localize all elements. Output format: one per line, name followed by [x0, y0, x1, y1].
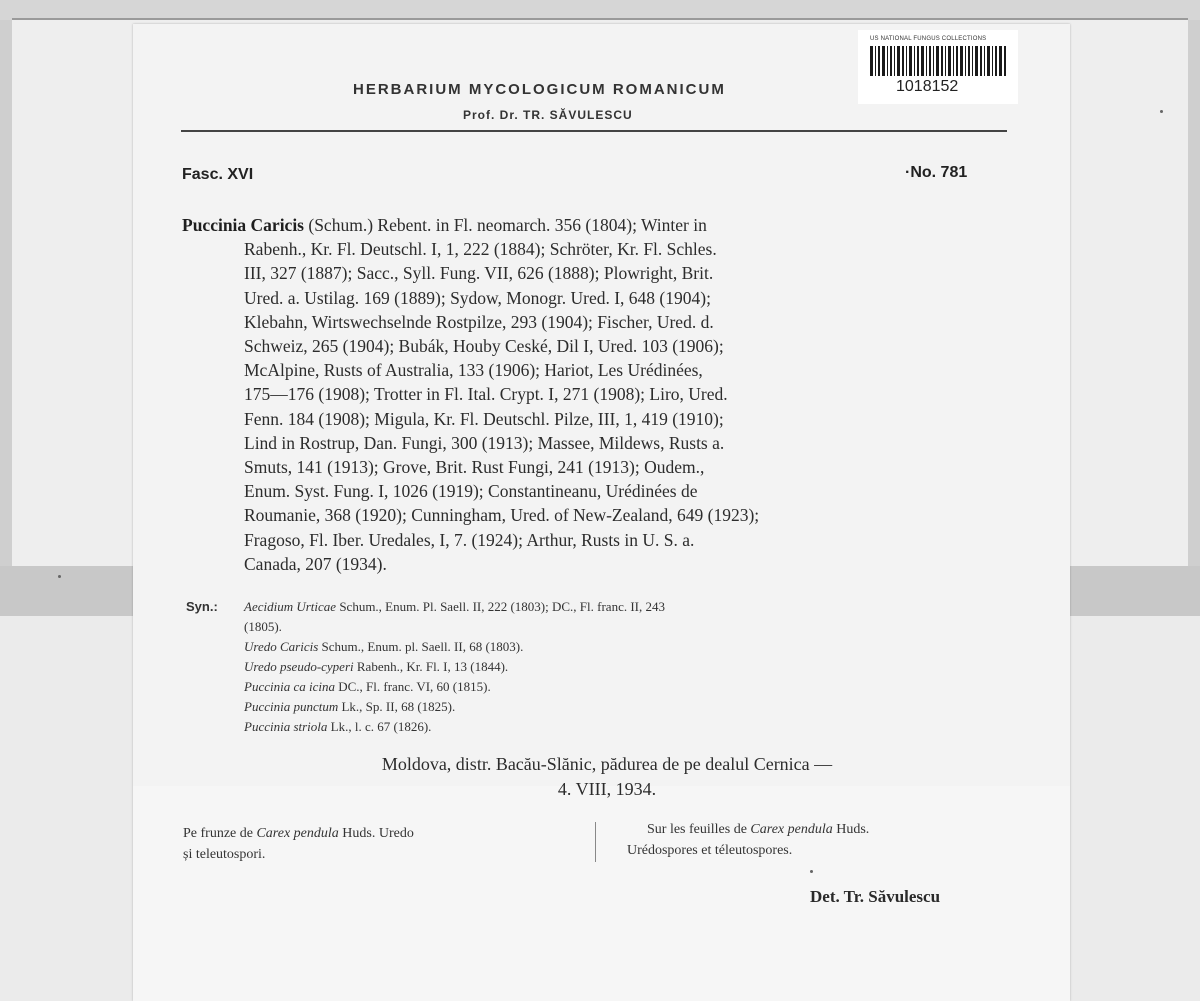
citation-line: Fenn. 184 (1908); Migula, Kr. Fl. Deutschl. Pilze, III, 1, 419 (1910); [244, 408, 724, 429]
synonym-citation: Lk., l. c. 67 (1826). [327, 719, 432, 734]
host-french [627, 819, 869, 861]
citation-line: Lind in Rostrup, Dan. Fungi, 300 (1913); Massee, Mildews, Rusts a. [244, 432, 725, 453]
citation-line: McAlpine, Rusts of Australia, 133 (1906); Hariot, Les Urédinées, [244, 360, 703, 381]
synonym-line [186, 677, 1016, 697]
host-fr-line [627, 819, 869, 840]
synonym-citation: Lk., Sp. II, 68 (1825). [338, 699, 456, 714]
locality-date: 4. VIII, 1934. [557, 779, 657, 799]
header-divider [181, 130, 1007, 132]
herbarium-title: HERBARIUM MYCOLOGICUM ROMANICUM [353, 81, 726, 98]
host-fr-name: Carex pendula [750, 822, 833, 837]
synonym-name: Puccinia striola [244, 719, 328, 734]
barcode-icon [870, 46, 1006, 76]
citation-line: Schweiz, 265 (1904); Bubák, Houby Ceské, Dil I, Ured. 103 (1906); [244, 336, 724, 357]
host-ro-line [183, 823, 414, 844]
fascicle-label: Fasc. XVI [182, 166, 254, 183]
background-top [0, 0, 1200, 20]
synonym-line [186, 637, 1016, 657]
host-fr-pre: Sur les feuilles de [647, 822, 751, 837]
citation-line [182, 213, 1008, 237]
host-fr-post: Huds. [832, 822, 870, 837]
barcode-sticker [858, 30, 1018, 104]
speck [810, 870, 813, 873]
citation-line: Fragoso, Fl. Iber. Uredales, I, 7. (1924); Arthur, Rusts in U. S. a. [244, 529, 695, 550]
synonym-name: Aecidium Urticae [244, 599, 337, 614]
speck [1160, 110, 1163, 113]
host-ro-post: Huds. Uredo [338, 826, 414, 841]
synonym-line [186, 697, 1016, 717]
synonym-line [186, 717, 1016, 737]
barcode-number: 1018152 [896, 78, 959, 95]
synonym-name: Uredo Caricis [244, 639, 319, 654]
synonym-name: Uredo pseudo-cyperi [244, 659, 354, 674]
host-romanian [183, 823, 414, 865]
host-ro-name: Carex pendula [256, 826, 339, 841]
citation-line: Canada, 207 (1934). [244, 553, 387, 574]
citation-line: Smuts, 141 (1913); Grove, Brit. Rust Fungi, 241 (1913); Oudem., [244, 457, 705, 478]
citation-line: Enum. Syst. Fung. I, 1026 (1919); Constantineanu, Urédinées de [244, 481, 698, 502]
citation-line: Rabenh., Kr. Fl. Deutschl. I, 1, 222 (1884); Schröter, Kr. Fl. Schles. [244, 239, 717, 260]
specimen-number: ·No. 781 [905, 164, 968, 181]
locality-place: Moldova, distr. Bacău-Slănic, pădurea de pe dealul Cernica — [381, 754, 833, 774]
citation-line: 175—176 (1908); Trotter in Fl. Ital. Crypt. I, 271 (1908); Liro, Ured. [244, 384, 728, 405]
synonym-name: Puccinia ca icina [244, 679, 335, 694]
synonym-citation: Schum., Enum. pl. Saell. II, 68 (1803). [318, 639, 524, 654]
synonym-citation: Schum., Enum. Pl. Saell. II, 222 (1803); DC., Fl. franc. II, 243 [336, 599, 665, 614]
species-name: Puccinia Caricis [182, 215, 304, 235]
herbarium-subtitle: Prof. Dr. TR. SĂVULESCU [463, 108, 633, 122]
synonym-citation: DC., Fl. franc. VI, 60 (1815). [334, 679, 491, 694]
locality [182, 752, 1032, 802]
determiner: Det. Tr. Săvulescu [810, 887, 941, 906]
citation-line: Ured. a. Ustilag. 169 (1889); Sydow, Monogr. Ured. I, 648 (1904); [244, 287, 711, 308]
synonym-name: Puccinia punctum [244, 699, 339, 714]
host-ro-line2: și teleutospori. [183, 847, 266, 862]
host-ro-pre: Pe frunze de [183, 826, 257, 841]
citation-line: Roumanie, 368 (1920); Cunningham, Ured. of New-Zealand, 649 (1923); [244, 505, 760, 526]
synonym-citation: Rabenh., Kr. Fl. I, 13 (1844). [353, 659, 509, 674]
synonyms-block [186, 597, 1016, 737]
barcode-institution: US NATIONAL FUNGUS COLLECTIONS [870, 36, 987, 42]
synonym-line [186, 617, 1016, 637]
synonym-line [186, 597, 1016, 617]
synonym-citation: (1805). [244, 619, 282, 634]
speck [58, 575, 61, 578]
host-divider [595, 822, 596, 862]
species-citation [182, 213, 1008, 576]
citation-line: Klebahn, Wirtswechselnde Rostpilze, 293 (1904); Fischer, Ured. d. [244, 311, 714, 332]
synonyms-label: Syn.: [186, 599, 218, 614]
citation-line-rest: (Schum.) Rebent. in Fl. neomarch. 356 (1804); Winter in [304, 215, 707, 235]
synonym-line [186, 657, 1016, 677]
citation-line: III, 327 (1887); Sacc., Syll. Fung. VII, 626 (1888); Plowright, Brit. [244, 263, 714, 284]
host-fr-line2: Urédospores et téleutospores. [627, 843, 793, 858]
